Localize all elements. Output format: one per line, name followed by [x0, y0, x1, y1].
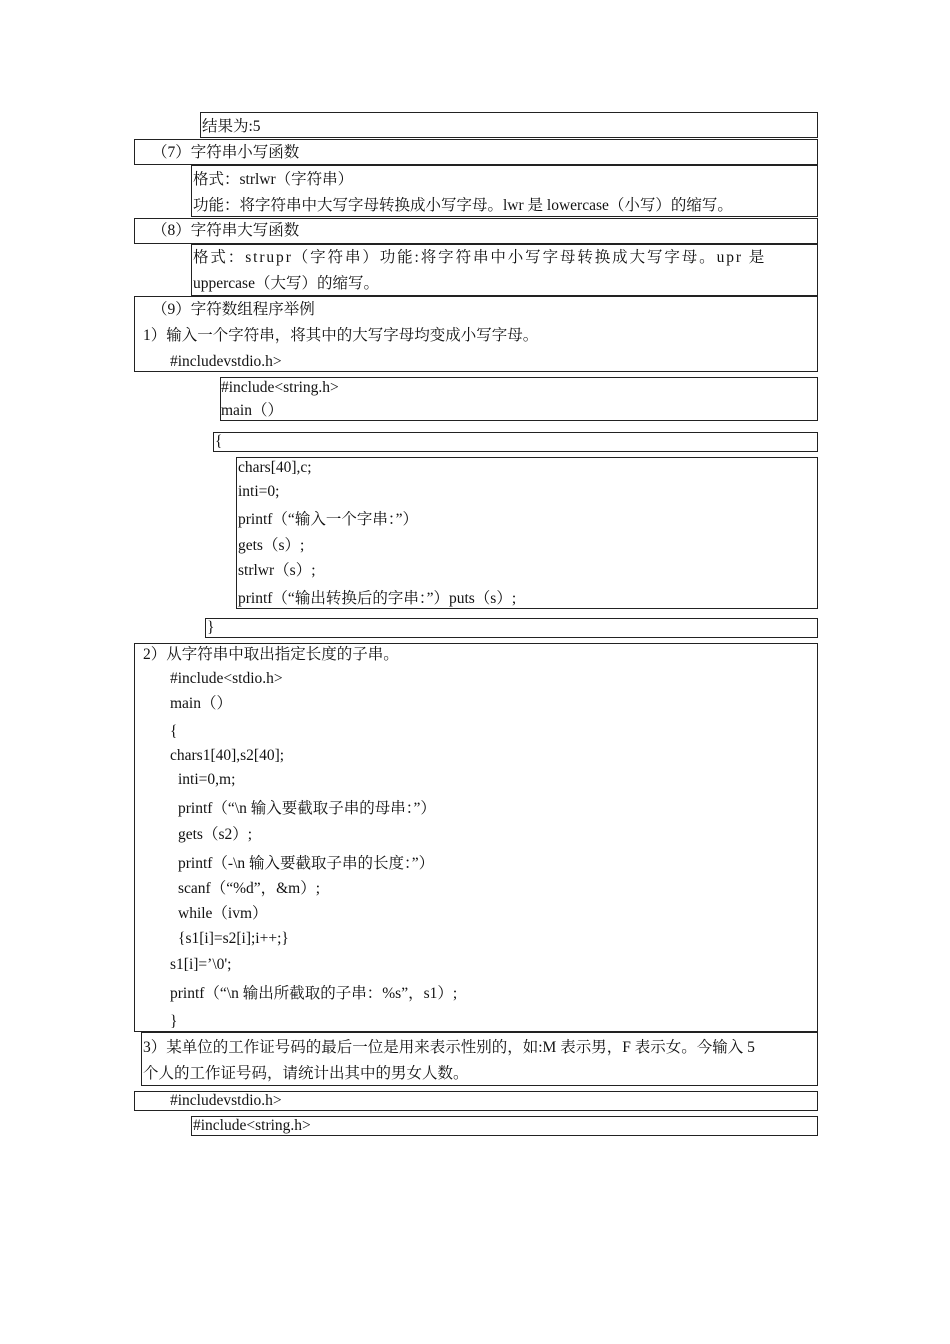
- s7-heading: （7）字符串小写函数: [152, 144, 300, 161]
- ex3-title-line2: 个人的工作证号码，请统计出其中的男女人数。: [143, 1065, 469, 1082]
- ex2-code-line: scanf（“%d”，&m）;: [178, 880, 321, 897]
- ex2-code-line: inti=0,m;: [178, 771, 236, 788]
- ex2-code-line: {: [170, 723, 178, 740]
- ex1-code-line: printf（“输出转换后的字串：”）puts（s）;: [238, 590, 517, 607]
- ex1-code-line: chars[40],c;: [238, 459, 312, 476]
- ex2-title: 2）从字符串中取出指定长度的子串。: [143, 646, 399, 663]
- ex3-include-stdio: #includevstdio.h>: [170, 1092, 282, 1109]
- ex1-open-brace-box: [213, 432, 818, 452]
- ex2-code-line: #include<stdio.h>: [170, 670, 283, 687]
- ex1-include-stdio: #includevstdio.h>: [170, 353, 282, 370]
- s8-line1: 格式：strupr（字符串）功能:将字符串中小写字母转换成大写字母。upr 是: [193, 249, 767, 266]
- ex2-code-line: }: [170, 1013, 178, 1030]
- ex2-code-line: {s1[i]=s2[i];i++;}: [178, 930, 289, 947]
- ex2-code-line: printf（“\n 输出所截取的子串：%s”，s1）;: [170, 985, 458, 1002]
- ex1-open-brace: {: [215, 433, 223, 450]
- ex3-title-line1: 3）某单位的工作证号码的最后一位是用来表示性别的，如:M 表示男，F 表示女。今输入 5: [143, 1039, 755, 1056]
- ex1-main: main（）: [221, 402, 283, 419]
- ex1-body-box: [236, 457, 818, 609]
- s7-function: 功能：将字符串中大写字母转换成小写字母。lwr 是 lowercase（小写）的缩写。: [193, 197, 733, 214]
- result-text: 结果为:5: [202, 118, 261, 135]
- ex1-close-brace-box: [205, 618, 818, 638]
- ex1-close-brace: }: [207, 619, 215, 636]
- ex2-code-line: printf（-\n 输入要截取子串的长度：”）: [178, 855, 435, 872]
- ex1-code-line: strlwr（s）;: [238, 562, 316, 579]
- s9-heading: （9）字符数组程序举例: [152, 301, 315, 318]
- ex1-code-line: printf（“输入一个字串：”）: [238, 511, 418, 528]
- s7-format: 格式：strlwr（字符串）: [193, 171, 354, 188]
- ex1-include-string: #include<string.h>: [221, 379, 339, 396]
- ex1-title: 1）输入一个字符串，将其中的大写字母均变成小写字母。: [143, 327, 539, 344]
- s8-heading: （8）字符串大写函数: [152, 222, 300, 239]
- ex2-code-line: main（）: [170, 695, 232, 712]
- ex2-code-line: chars1[40],s2[40];: [170, 747, 285, 764]
- ex1-code-line: gets（s）;: [238, 537, 305, 554]
- ex2-code-line: gets（s2）;: [178, 826, 253, 843]
- s8-line2: uppercase（大写）的缩写。: [193, 275, 379, 292]
- ex2-code-line: printf（“\n 输入要截取子串的母串：”）: [178, 800, 436, 817]
- ex1-code-line: inti=0;: [238, 483, 280, 500]
- ex3-include-string: #include<string.h>: [193, 1117, 311, 1134]
- ex2-code-line: s1[i]=’\0';: [170, 956, 232, 973]
- ex2-code-line: while（ivm）: [178, 905, 268, 922]
- result-box: [200, 112, 818, 138]
